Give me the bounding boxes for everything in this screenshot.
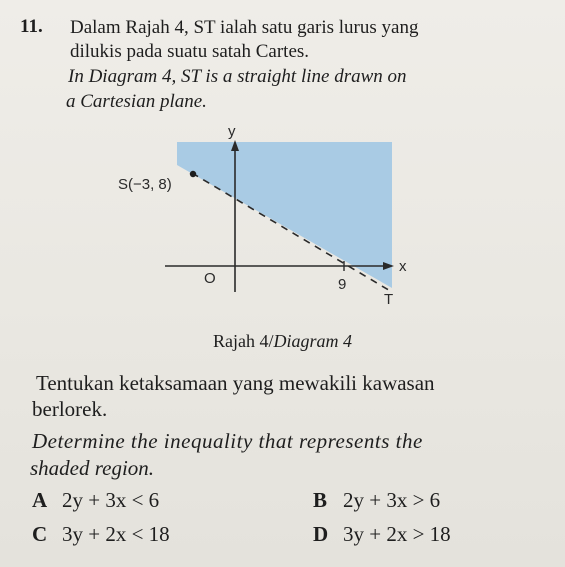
x-intercept-label: 9: [338, 276, 347, 293]
option-d-letter: D: [313, 522, 329, 546]
question-malay-line-2: dilukis pada suatu satah Cartes.: [70, 41, 310, 62]
option-d[interactable]: [313, 522, 451, 547]
task-malay-line-1: Tentukan ketaksamaan yang mewakili kawasan: [36, 371, 435, 395]
question-english-line-1: In Diagram 4, ST is a straight line drawn on: [68, 66, 407, 87]
origin-label: O: [204, 270, 216, 287]
task-english-line-2: shaded region.: [30, 456, 155, 480]
option-c-letter: C: [32, 522, 48, 546]
option-b-text: 2y + 3x > 6: [343, 488, 441, 512]
question-malay-line-1: Dalam Rajah 4, ST ialah satu garis lurus yang: [70, 17, 419, 38]
y-axis-label: y: [228, 123, 236, 140]
option-c-text: 3y + 2x < 18: [62, 522, 170, 546]
point-t-label: T: [384, 291, 394, 308]
point-s-label: S(−3, 8): [118, 176, 172, 193]
task-malay-line-2: berlorek.: [32, 397, 108, 421]
x-axis-label: x: [399, 258, 407, 275]
task-english-line-1: Determine the inequality that represents the: [32, 429, 423, 453]
option-a[interactable]: [32, 488, 159, 513]
caption-malay: Rajah 4/: [212, 331, 274, 351]
point-s: [190, 171, 196, 177]
option-a-letter: A: [32, 488, 48, 512]
option-a-text: 2y + 3x < 6: [62, 488, 160, 512]
option-b-letter: B: [313, 488, 328, 512]
option-c[interactable]: [32, 522, 170, 547]
diagram-caption: [0, 331, 565, 352]
caption-english: Diagram 4: [273, 331, 352, 351]
option-b[interactable]: [313, 488, 440, 513]
question-english-line-2: a Cartesian plane.: [66, 91, 207, 112]
option-d-text: 3y + 2x > 18: [343, 522, 451, 546]
question-number: 11.: [20, 16, 43, 37]
